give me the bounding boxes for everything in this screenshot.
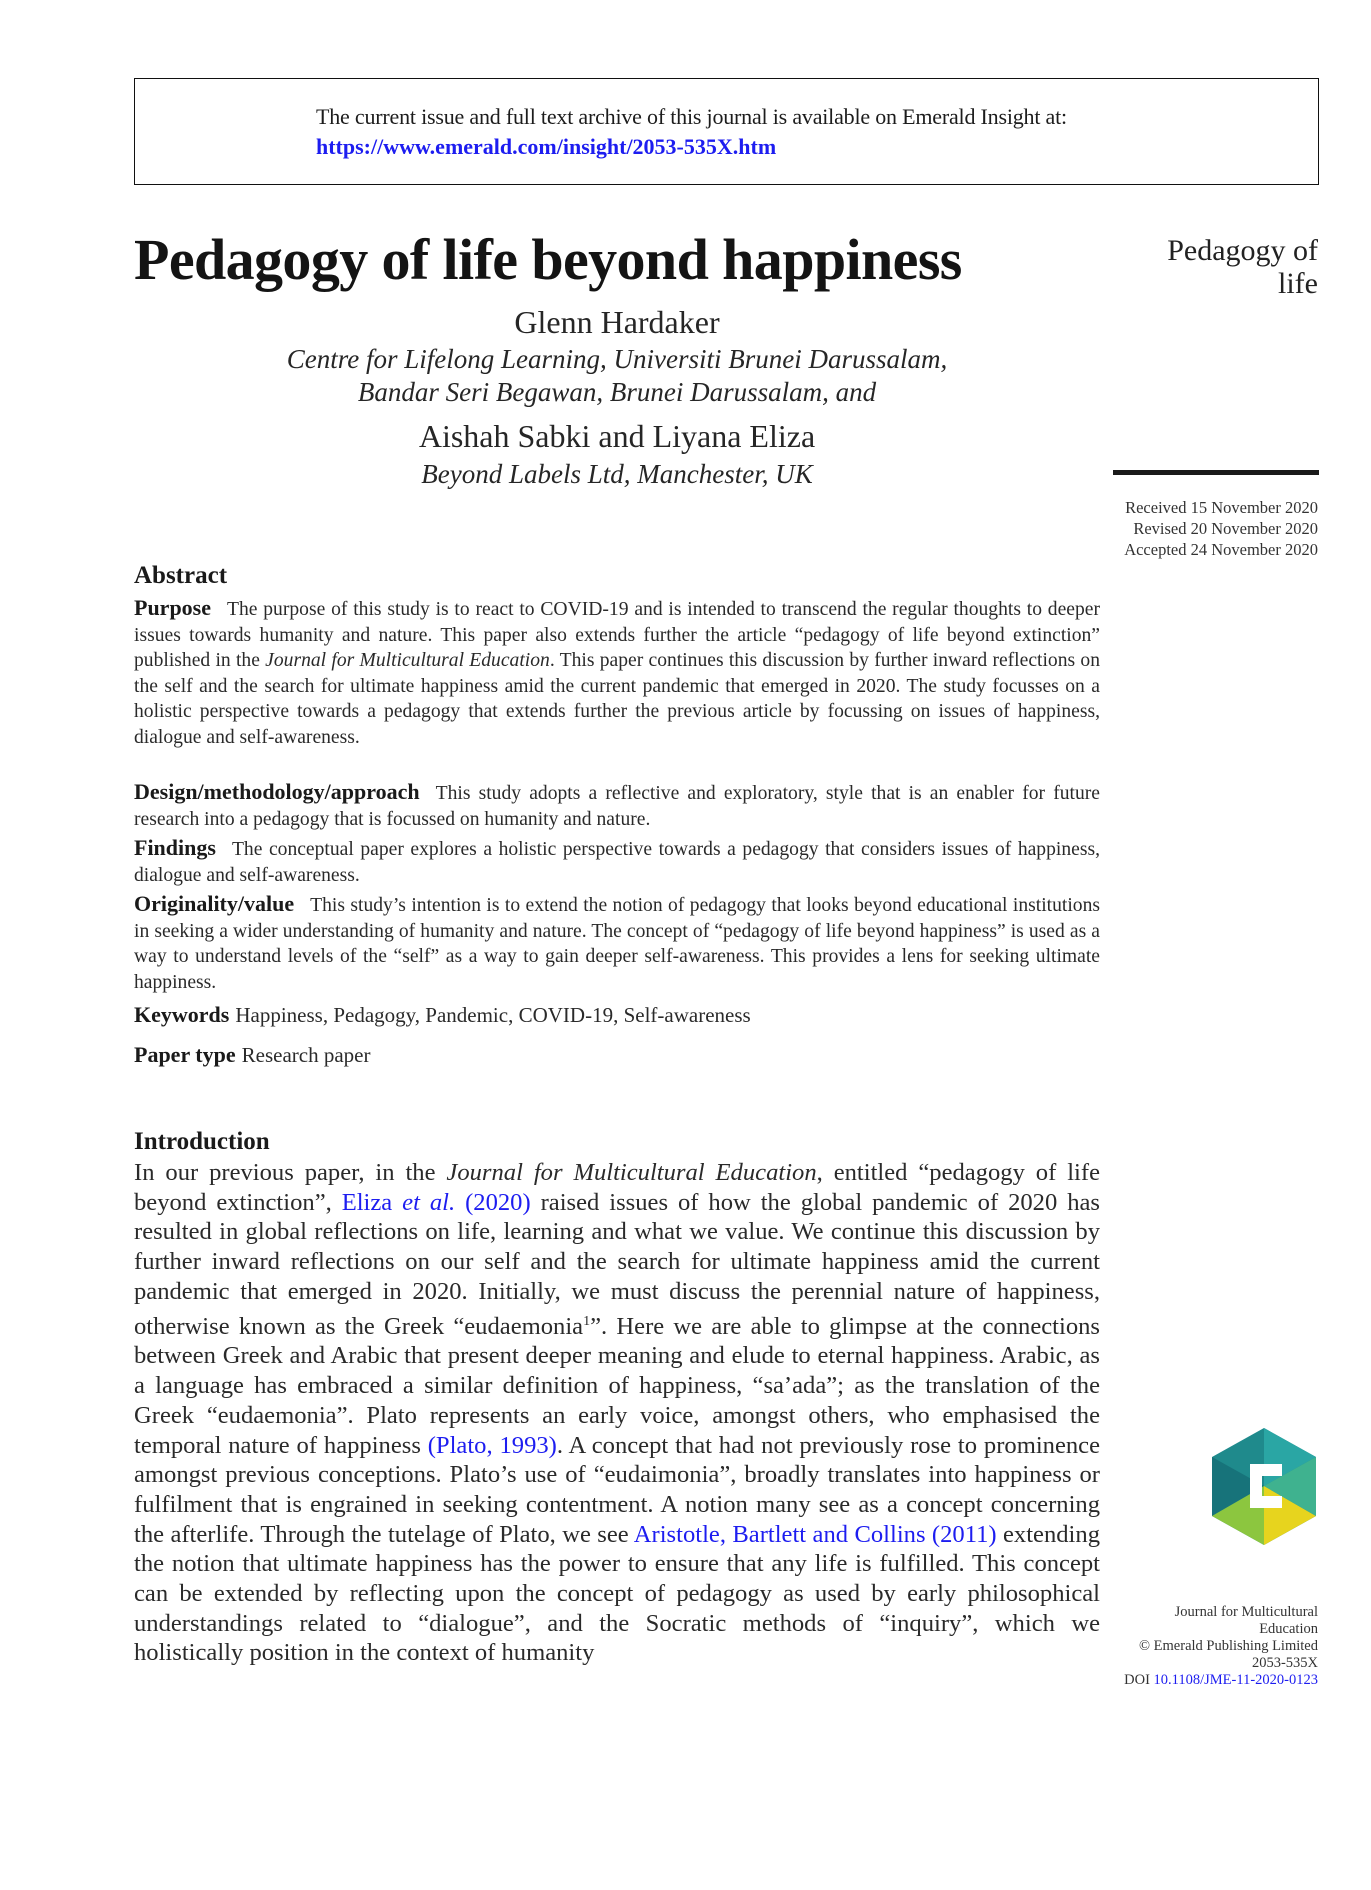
citation-aristotle-2011[interactable]: Aristotle, Bartlett and Collins (2011): [633, 1520, 997, 1548]
author-affiliation: Bandar Seri Begawan, Brunei Darussalam, and: [357, 377, 877, 407]
abstract-findings: [134, 835, 1100, 888]
introduction-heading: Introduction: [134, 1128, 270, 1155]
citation-eliza-2020[interactable]: Eliza et al. (2020): [341, 1188, 531, 1216]
author-affiliation: Beyond Labels Ltd, Manchester, UK: [421, 459, 813, 489]
journal-name: Journal for Multicultural Education: [446, 1159, 817, 1186]
originality-label: Originality/value: [134, 891, 295, 916]
article-title: Pedagogy of life beyond happiness: [134, 227, 962, 292]
abstract-design: [134, 779, 1100, 832]
received-date: Received 15 November 2020: [1125, 498, 1318, 517]
keywords: [134, 1002, 751, 1028]
footnote-marker[interactable]: 1: [583, 1313, 591, 1329]
findings-label: Findings: [134, 835, 216, 860]
running-head-line2: life: [1278, 267, 1318, 300]
footer-doi-line: [1098, 1672, 1318, 1689]
author-name: Aishah Sabki and Liyana Eliza: [418, 418, 816, 454]
journal-footer: [1098, 1604, 1318, 1689]
running-head-line1: Pedagogy of: [1167, 234, 1318, 267]
citation-plato-1993[interactable]: (Plato, 1993): [427, 1431, 557, 1459]
footer-doi-label: DOI: [1124, 1672, 1150, 1688]
purpose-journal: Journal for Multicultural Education: [265, 650, 550, 671]
running-head: [1078, 234, 1318, 300]
footer-issn: 2053-535X: [1251, 1655, 1318, 1671]
emerald-logo-icon: [1212, 1428, 1316, 1545]
design-label: Design/methodology/approach: [134, 779, 420, 804]
design-text: This study adopts a reflective and exploratory, style that is an enabler for future research into a pedagogy that is focussed on humanity and nature.: [134, 783, 1100, 830]
journal-notice-box: [134, 78, 1319, 185]
article-dates: [1058, 497, 1318, 560]
abstract-heading: Abstract: [134, 562, 228, 589]
footer-doi-link[interactable]: 10.1108/JME-11-2020-0123: [1153, 1672, 1318, 1688]
author-name: Glenn Hardaker: [514, 304, 720, 340]
purpose-text-a: The purpose of this study is to react to COVID-19 and is intended to transcend the regular thoughts to deeper issues towards humanity and nature. This paper also extends further the article “pedagogy of life beyond extinction” published in the: [134, 599, 1100, 671]
purpose-label: Purpose: [134, 595, 211, 620]
journal-notice-text: The current issue and full text archive of this journal is available on Emerald Insight at:: [316, 104, 1067, 129]
abstract-purpose: [134, 595, 1100, 750]
accepted-date: Accepted 24 November 2020: [1124, 540, 1318, 559]
author-affiliation: Centre for Lifelong Learning, Universiti Brunei Darussalam,: [286, 344, 948, 374]
footer-journal-line1: Journal for Multicultural: [1174, 1604, 1318, 1620]
originality-text: This study’s intention is to extend the notion of pedagogy that looks beyond educational institutions in seeking a wider understanding of humanity and nature. The concept of “pedagogy of life beyond happiness” is used as a way to understand levels of the “self” as a way to gain deeper self-awareness. This provides a lens for seeking ultimate happiness.: [134, 895, 1100, 993]
paper-type-text: Research paper: [241, 1043, 371, 1067]
journal-archive-link[interactable]: https://www.emerald.com/insight/2053-535X.htm: [316, 134, 777, 159]
findings-text: The conceptual paper explores a holistic perspective towards a pedagogy that considers issues of happiness, dialogue and self-awareness.: [134, 839, 1100, 886]
paper-type: [134, 1042, 370, 1068]
paper-type-label: Paper type: [134, 1042, 236, 1067]
abstract-originality: [134, 891, 1100, 995]
keywords-text: Happiness, Pedagogy, Pandemic, COVID-19, Self-awareness: [235, 1003, 751, 1027]
keywords-label: Keywords: [134, 1002, 230, 1027]
side-rule: [1113, 470, 1319, 475]
footer-publisher: © Emerald Publishing Limited: [1139, 1638, 1318, 1654]
purpose-text-b: . This paper continues this discussion by further inward reflections on the self and the search for ultimate happiness amid the current pandemic that emerged in 2020. The study focusses on a holistic perspective towards a pedagogy that extends further the previous article by focussing on issues of happiness, dialogue and self-awareness.: [134, 650, 1100, 748]
revised-date: Revised 20 November 2020: [1133, 519, 1318, 538]
footer-journal-line2: Education: [1259, 1621, 1318, 1637]
introduction-body: In our previous paper, in the Journal for Multicultural Education, entitled “pedagogy of life beyond extinction”, Eliza et al. (2020) raised issues of how the global pandemic of 2020 has resulted in global reflections on life, learning and what we value. We continue this discussion by further inward reflections on our self and the search for ultimate happiness amid the current pandemic that emerged in 2020. Initially, we must discuss the perennial nature of happiness, otherwise known as the Greek “eudaemonia$^1$”. Here we are able to glimpse at the connections between Greek and Arabic that present deeper meaning and elude to eternal happiness. Arabic, as a language has embraced a similar definition of happiness, “sa’ada”; as the translation of the Greek “eudaemonia”. Plato represents an early voice, amongst others, who emphasised the temporal nature of happiness (Plato, 1993). A concept that had not previously rose to prominence amongst previous conceptions. Plato’s use of “eudaimonia”, broadly translates into happiness or fulfilment that is engrained in seeking contentment. A notion many see as a concept concerning the afterlife. Through the tutelage of Plato, we see Aristotle, Bartlett and Collins (2011) extending the notion that ultimate happiness has the power to ensure that any life is fulfilled. This concept can be extended by reflecting upon the concept of pedagogy as used by early philosophical understandings related to “dialogue”, and the Socratic methods of “inquiry”, which we holistically position in the context of humanity: [134, 1159, 1100, 1667]
